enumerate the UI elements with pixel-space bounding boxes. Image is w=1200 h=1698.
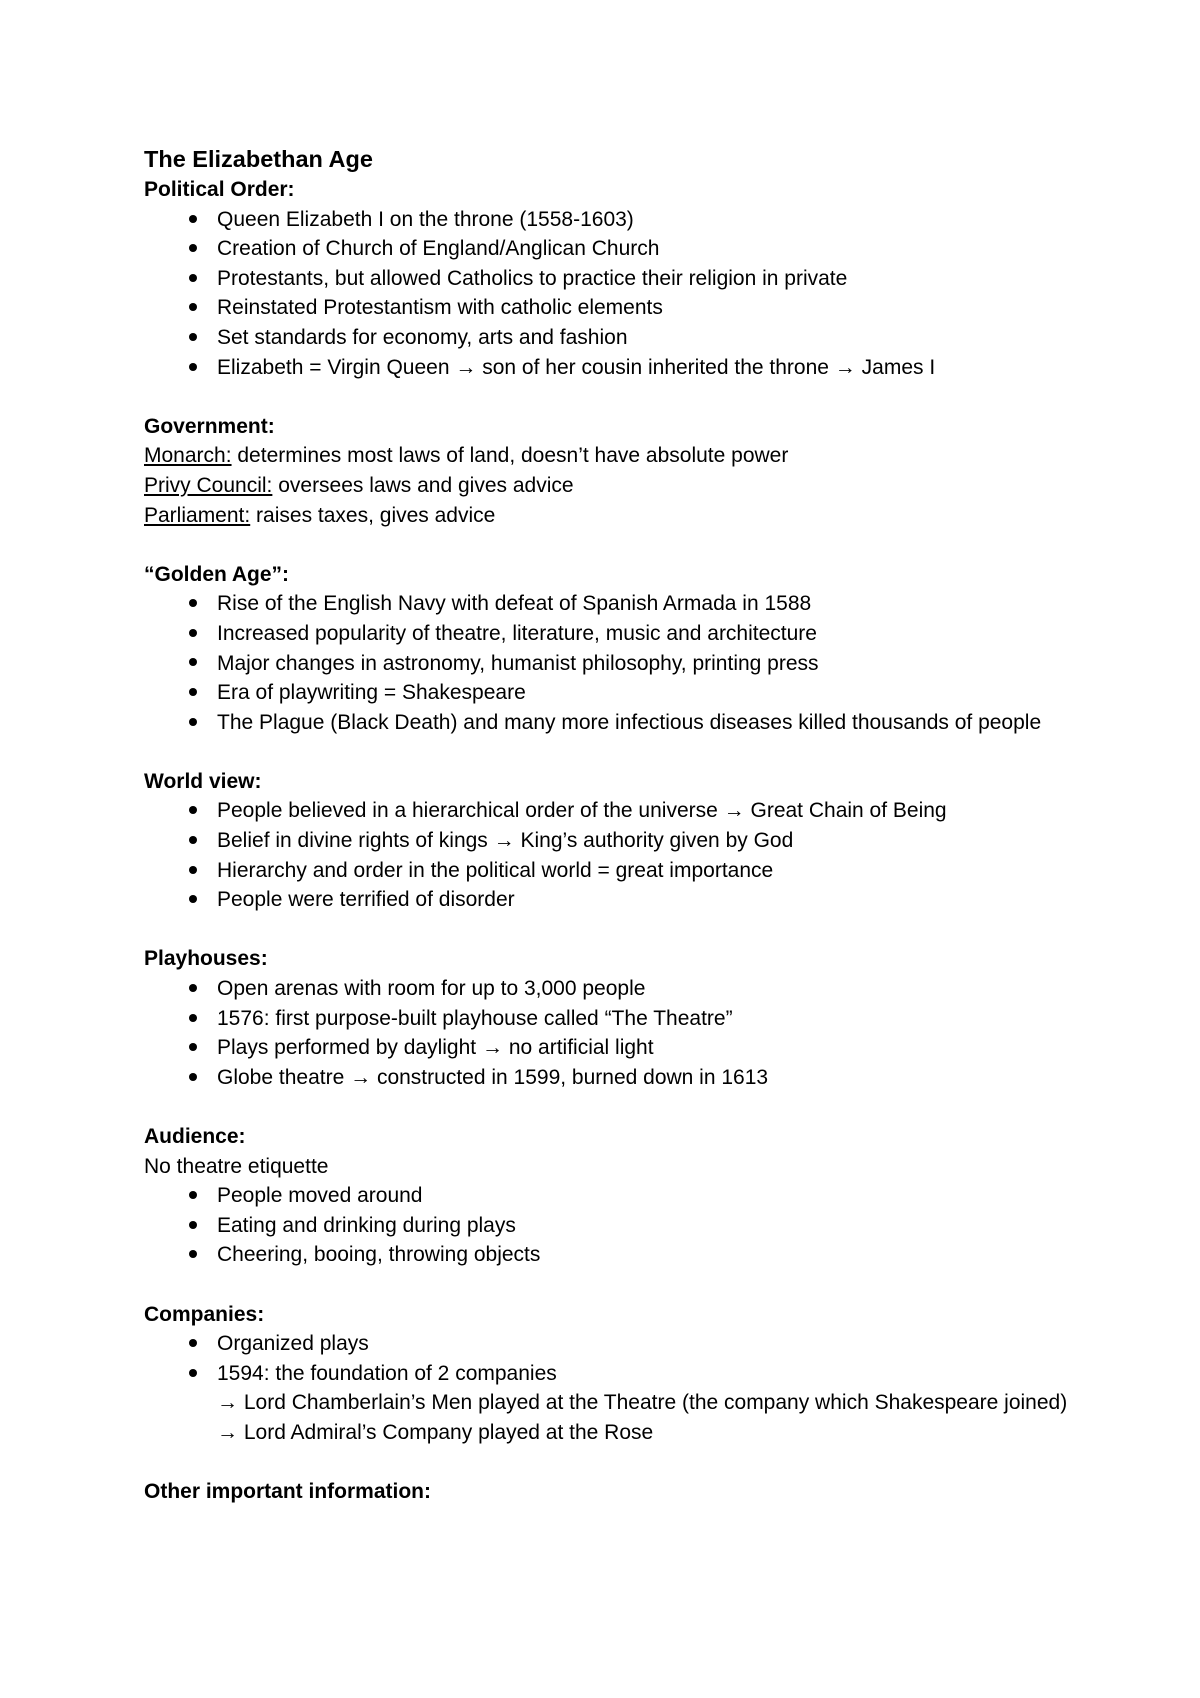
arrow-right-icon: → xyxy=(217,1420,238,1444)
bullet-icon xyxy=(183,974,203,1004)
definition-line: Privy Council: oversees laws and gives advice xyxy=(144,473,574,497)
list-item: Eating and drinking during plays xyxy=(144,1211,1084,1241)
definition-term: Monarch: xyxy=(144,444,232,468)
bullet-icon xyxy=(183,649,203,679)
bullet-icon xyxy=(183,678,203,708)
bullet-icon xyxy=(183,826,203,856)
section-heading: Playhouses: xyxy=(144,947,268,971)
bullet-icon xyxy=(183,1359,203,1389)
arrow-right-icon: → xyxy=(217,1391,238,1415)
section-heading: Political Order: xyxy=(144,178,295,201)
section-audience xyxy=(144,1122,1084,1270)
list-item: Organized plays xyxy=(144,1329,1084,1359)
bullet-icon xyxy=(183,856,203,886)
definition-line: Parliament: raises taxes, gives advice xyxy=(144,503,496,527)
arrow-right-icon: → xyxy=(481,1036,503,1060)
bullet-list xyxy=(144,1329,1084,1447)
section-golden-age xyxy=(144,560,1084,738)
section-heading: Companies: xyxy=(144,1302,265,1326)
list-item: People moved around xyxy=(144,1181,1084,1211)
section-heading: Government: xyxy=(144,414,275,438)
sub-item: → Lord Chamberlain’s Men played at the Theatre (the company which Shakespeare joined) xyxy=(217,1391,1068,1415)
bullet-icon xyxy=(183,885,203,915)
bullet-icon xyxy=(183,1033,203,1063)
bullet-icon xyxy=(183,796,203,826)
audience-intro: No theatre etiquette xyxy=(144,1154,329,1178)
list-item: The Plague (Black Death) and many more infectious diseases killed thousands of people xyxy=(144,708,1084,738)
section-companies xyxy=(144,1300,1084,1448)
list-item: 1576: first purpose-built playhouse called “The Theatre” xyxy=(144,1004,1084,1034)
section-world-view xyxy=(144,767,1084,915)
bullet-icon xyxy=(183,1329,203,1359)
list-item: Hierarchy and order in the political world = great importance xyxy=(144,856,1084,886)
bullet-icon xyxy=(183,293,203,323)
list-item: Set standards for economy, arts and fashion xyxy=(144,323,1084,353)
list-item: Major changes in astronomy, humanist philosophy, printing press xyxy=(144,649,1084,679)
bullet-list xyxy=(144,1181,1084,1270)
bullet-icon xyxy=(183,1211,203,1241)
list-item: 1594: the foundation of 2 companies → Lord Chamberlain’s Men played at the Theatre (the company which Shakespeare joined) → Lord Admiral’s Company played at the Rose xyxy=(144,1359,1084,1448)
bullet-icon xyxy=(183,205,203,235)
section-playhouses xyxy=(144,944,1084,1092)
section-heading: World view: xyxy=(144,769,262,793)
bullet-icon xyxy=(183,234,203,264)
bullet-icon xyxy=(183,589,203,619)
bullet-icon xyxy=(183,323,203,353)
definition-term: Privy Council: xyxy=(144,473,273,497)
section-heading: Other important information: xyxy=(144,1480,431,1504)
list-item: Belief in divine rights of kings → King’s authority given by God xyxy=(144,826,1084,856)
list-item: Increased popularity of theatre, literature, music and architecture xyxy=(144,619,1084,649)
bullet-icon xyxy=(183,353,203,383)
bullet-icon xyxy=(183,708,203,738)
bullet-icon xyxy=(183,1004,203,1034)
section-heading: Audience: xyxy=(144,1125,246,1148)
list-item: Elizabeth = Virgin Queen → son of her cousin inherited the throne → James I xyxy=(144,353,1084,383)
arrow-right-icon: → xyxy=(723,799,745,823)
list-item: Creation of Church of England/Anglican Church xyxy=(144,234,1084,264)
list-item: Plays performed by daylight → no artificial light xyxy=(144,1033,1084,1063)
bullet-icon xyxy=(183,1240,203,1270)
document-body xyxy=(144,143,1084,1536)
bullet-icon xyxy=(183,619,203,649)
list-item: Cheering, booing, throwing objects xyxy=(144,1240,1084,1270)
bullet-icon xyxy=(183,1181,203,1211)
list-item: Era of playwriting = Shakespeare xyxy=(144,678,1084,708)
arrow-right-icon: → xyxy=(493,829,515,853)
list-item: Rise of the English Navy with defeat of Spanish Armada in 1588 xyxy=(144,589,1084,619)
section-other-information xyxy=(144,1477,1084,1507)
definition-line: Monarch: determines most laws of land, doesn’t have absolute power xyxy=(144,444,789,468)
bullet-list xyxy=(144,796,1084,914)
list-item: Reinstated Protestantism with catholic elements xyxy=(144,293,1084,323)
section-government xyxy=(144,412,1084,530)
list-item: People believed in a hierarchical order of the universe → Great Chain of Being xyxy=(144,796,1084,826)
bullet-list xyxy=(144,205,1084,383)
bullet-icon xyxy=(183,1063,203,1093)
bullet-icon xyxy=(183,264,203,294)
document-title: The Elizabethan Age xyxy=(144,146,373,172)
list-item: Protestants, but allowed Catholics to practice their religion in private xyxy=(144,264,1084,294)
list-item: People were terrified of disorder xyxy=(144,885,1084,915)
list-item: Queen Elizabeth I on the throne (1558-1603) xyxy=(144,205,1084,235)
arrow-right-icon: → xyxy=(455,355,477,379)
definition-term: Parliament: xyxy=(144,503,251,527)
list-item: Globe theatre → constructed in 1599, burned down in 1613 xyxy=(144,1063,1084,1093)
list-item: Open arenas with room for up to 3,000 people xyxy=(144,974,1084,1004)
bullet-list xyxy=(144,589,1084,737)
bullet-list xyxy=(144,974,1084,1092)
arrow-right-icon: → xyxy=(834,355,856,379)
section-political-order xyxy=(144,175,1084,382)
sub-item: → Lord Admiral’s Company played at the Rose xyxy=(217,1420,654,1444)
arrow-right-icon: → xyxy=(350,1065,372,1089)
section-heading: “Golden Age”: xyxy=(144,562,290,586)
